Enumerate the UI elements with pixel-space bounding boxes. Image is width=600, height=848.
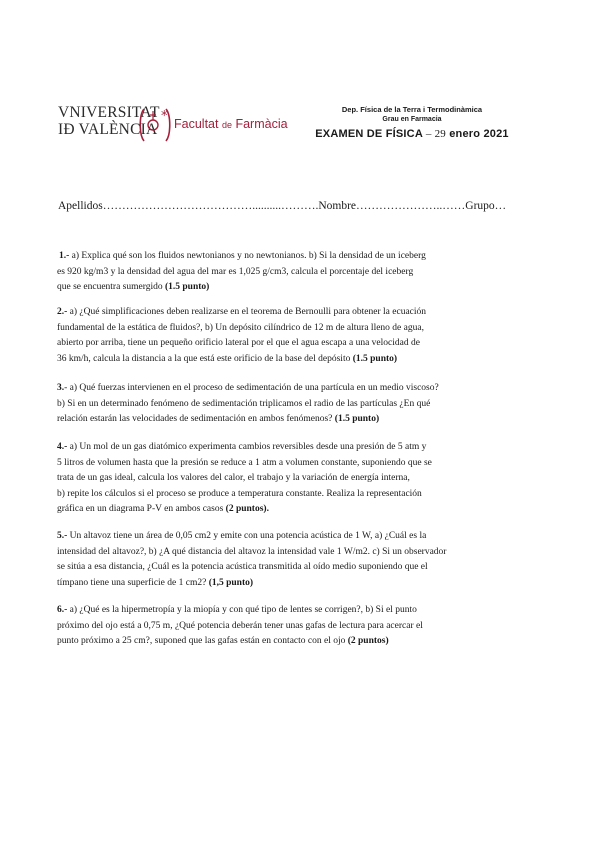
question-number: 1.- [59,251,70,261]
svg-text:*: * [161,109,168,124]
exam-date-rest: enero 2021 [445,128,509,140]
faculty-word2: Farmàcia [235,117,288,131]
question-6: 6.- a) ¿Qué es la hipermetropía y la miopía y con qué tipo de lentes se corrigen?, b) Si el punto próximo del ojo está a 0,75 m, ¿Qué potencia deberán tener unas gafas de lectura para acercar el punto próximo a 25 cm?, suponed que las gafas están en contacto con el ojo (2 puntos) [57,605,423,646]
university-name-line1: VNIVERSITAT [58,104,160,121]
question-5: 5.- Un altavoz tiene un área de 0,05 cm2 y emite con una potencia acústica de 1 W, a) ¿Cuál es la intensidad del altavoz?, b) ¿A qué distancia del altavoz la intensidad vale 1 W/m2. c) Si un observador se sitúa a esa distancia, ¿Cuál es la potencia acústica transmitida al oído medio suponiendo que el tímpano tiene una superficie de 1 cm2? (1,5 punto) [57,531,447,588]
question-number: 2.- [57,307,68,317]
faculty-de: de [221,120,232,130]
question-number: 3. [57,383,65,393]
exam-date-day: 29 [434,128,446,140]
question-2: 2.- a) ¿Qué simplificaciones deben realizarse en el teorema de Bernoulli para obtener la ecuación fundamental de la estática de fluidos?, b) Un depósito cilíndrico de 12 m de altura lleno de agua, abierto por arriba, tiene un pequeño orificio lateral por el que el agua escapa a una velocidad de 36 km/h, calcula la distancia a la que está este orificio de la base del depósito (1.5 punto) [57,307,427,364]
faculty-seal-icon [138,107,172,143]
question-1: 1.- a) Explica qué son los fluidos newtonianos y no newtonianos. b) Si la densidad de un iceberg es 920 kg/m3 y la densidad del agua del mar es 1,025 g/cm3, calcula el porcentaje del iceberg que se encuentra sumergido (1.5 punto) [57,251,426,292]
question-score: (2 puntos) [347,636,389,646]
question-3: 3.- a) Qué fuerzas intervienen en el proceso de sedimentación de una partícula en un medio viscoso? b) Si en un determinado fenómeno de sedimentación triplicamos el radio de las partículas ¿En qué relación estarán las velocidades de sedimentación en ambos fenómenos? (1.5 punto) [57,383,439,424]
exam-title-text: EXAMEN DE FÍSICA [315,128,423,140]
faculty-name [174,117,288,131]
question-score: (1,5 punto) [208,577,254,588]
university-logo [58,104,294,148]
exam-header [302,105,522,140]
exam-title [302,128,522,140]
question-number: 4.- [57,442,68,452]
question-score: (1.5 punto) [352,353,398,364]
exam-date: – 29 enero 2021 [422,128,509,140]
degree: Grau en Farmacia [382,116,442,123]
university-name-line2: IÐ VALÈNCIA [58,121,158,138]
student-fields: Apellidos…………………………………..........……….Nombre…………………..……Grupo… [58,200,507,212]
question-score: (1.5 punto) [334,414,380,424]
question-number: 5.- [57,531,68,541]
question-score: (1.5 punto) [164,282,210,292]
question-score: (2 puntos). [225,504,269,514]
question-number: 6.- [57,605,68,615]
faculty-word1: Facultat [174,117,219,131]
department: Dep. Física de la Terra i Termodinàmica [341,105,483,114]
question-4: 4.- a) Un mol de un gas diatómico experimenta cambios reversibles desde una presión de 5 atm y 5 litros de volumen hasta que la presión se reduce a 1 atm a volumen constante, suponiendo que se trata de un gas ideal, calcula los valores del calor, el trabajo y la variación de energía interna, b) repite los cálculos si el proceso se produce a temperatura constante. Realiza la representación gráfica en un diagrama P-V en ambos casos (2 puntos). [57,442,432,514]
